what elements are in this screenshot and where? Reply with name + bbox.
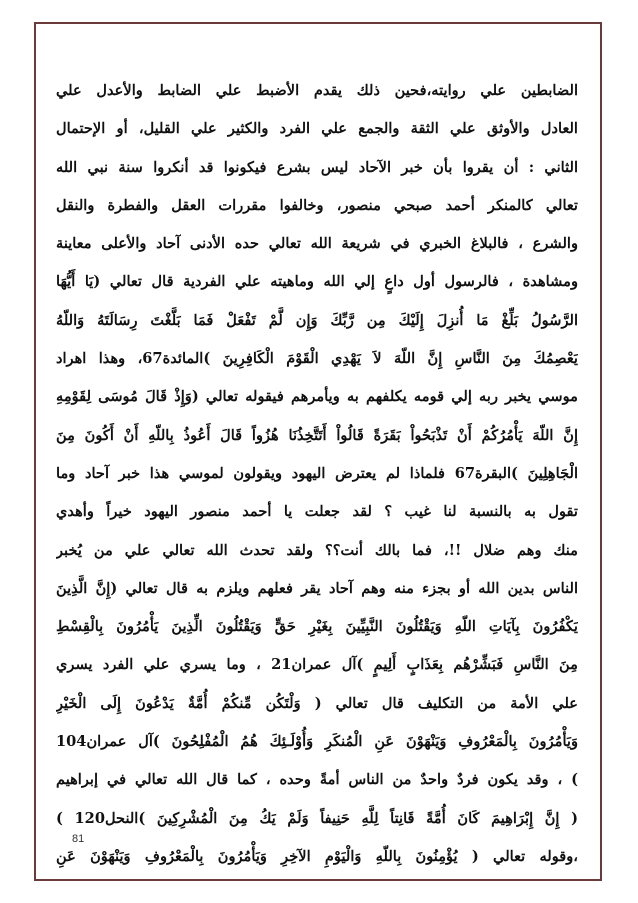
- text-line: موسي يخبر ربه إلي قومه يكلفهم به ويأمرهم فيقوله تعالي (وَإِذْ قَالَ مُوسَى لِقَوْمِهِ: [56, 388, 578, 406]
- text-line: الرَّسُولُ بَلِّغْ مَا أُنزِلَ إِلَيْكَ مِن رَّبِّكَ وَإِن لَّمْ تَفْعَلْ فَمَا بَلَّغْتَ رِسَالَتَهُ وَاللّهُ: [56, 311, 578, 329]
- text-line: إِنَّ اللّهَ يَأْمُرُكُمْ أَنْ تَذْبَحُواْ بَقَرَةً قَالُواْ أَتَتَّخِذُنَا هُزُواً قَالَ أَعُوذُ بِاللّهِ أَنْ أَكُونَ مِنَ: [56, 426, 578, 444]
- text-line: والشرع ، فالبلاغ الخبري في شريعة الله تعالي حده الأدنى آحاد والأعلى معاينة: [56, 235, 578, 253]
- text-line: الْجَاهِلِينَ )البقرة67 فلماذا لم يعترض اليهود ويقولون لموسي هذا خبر آحاد وما: [56, 464, 578, 482]
- text-line: ( إِنَّ إِبْرَاهِيمَ كَانَ أُمَّةً قَانِتاً لِلَّهِ حَنِيفاً وَلَمْ يَكُ مِنَ الْمُشْرِكِينَ )النحل120 ): [56, 809, 578, 827]
- text-line: الثاني : أن يقروا بأن خبر الآحاد ليس بشرع فيكونوا قد أنكروا سنة نبي الله: [56, 158, 578, 176]
- text-line: تعالي كالمنكر أحمد صبحي منصور، وخالفوا مقررات العقل والفطرة والنقل: [56, 196, 578, 214]
- text-line: تقول به بالنسبة لنا غيب ؟ لقد جعلت يا أحمد منصور اليهود خيراً وأهدي: [56, 503, 578, 521]
- text-line: ومشاهدة ، فالرسول أول داعٍ إلي الله وماهيته علي الفردية قال تعالي (يَا أَيُّهَا: [56, 273, 578, 291]
- text-line: علي الأمة من التكليف قال تعالي ( وَلْتَكُن مِّنكُمْ أُمَّةٌ يَدْعُونَ إِلَى الْخَيْرِ: [56, 694, 578, 712]
- text-line: وَيَأْمُرُونَ بِالْمَعْرُوفِ وَيَنْهَوْنَ عَنِ الْمُنكَرِ وَأُوْلَـئِكَ هُمُ الْمُفْلِحُونَ )آل عمران104: [56, 733, 578, 751]
- text-line: منك وهم ضلال !!، فما بالك أنت؟؟ ولقد تحدث الله تعالي علي من يُخبر: [56, 541, 578, 559]
- body-text: [56, 72, 578, 876]
- text-line: مِنَ النَّاسِ فَبَشِّرْهُم بِعَذَابٍ أَلِيمٍ )آل عمران21 ، وما يسري علي الفرد يسري: [56, 656, 578, 674]
- text-line: ) ، وقد يكون فردٌ واحدٌ من الناس أمةً وحده ، كما قال الله تعالي في إبراهيم: [56, 771, 578, 789]
- text-line: يَعْصِمُكَ مِنَ النَّاسِ إِنَّ اللّهَ لاَ يَهْدِي الْقَوْمَ الْكَافِرِينَ )المائدة67، وهذا اهراد: [56, 350, 578, 368]
- page-number: 81: [72, 833, 85, 845]
- text-line: الضابطين علي روايته،فحين ذلك يقدم الأضبط علي الضابط والأعدل علي: [56, 82, 578, 99]
- text-line: ،وقوله تعالي ( يُؤْمِنُونَ بِاللّهِ وَالْيَوْمِ الآخِرِ وَيَأْمُرُونَ بِالْمَعْرُوفِ وَيَنْهَوْنَ عَنِ: [56, 847, 578, 865]
- text-line: يَكْفُرُونَ بِآيَاتِ اللّهِ وَيَقْتُلُونَ النَّبِيِّينَ بِغَيْرِ حَقٍّ وَيَقْتُلُونَ الِّذِينَ يَأْمُرُونَ بِالْقِسْطِ: [56, 618, 578, 636]
- text-line: الناس بدين الله أو بجزء منه وهم آحاد يقر فعلهم ويلزم به قال تعالي (إِنَّ الَّذِينَ: [56, 579, 578, 597]
- text-line: العادل والأوثق علي الثقة والجمع علي الفرد والكثير علي القليل، أو الإحتمال: [56, 120, 578, 138]
